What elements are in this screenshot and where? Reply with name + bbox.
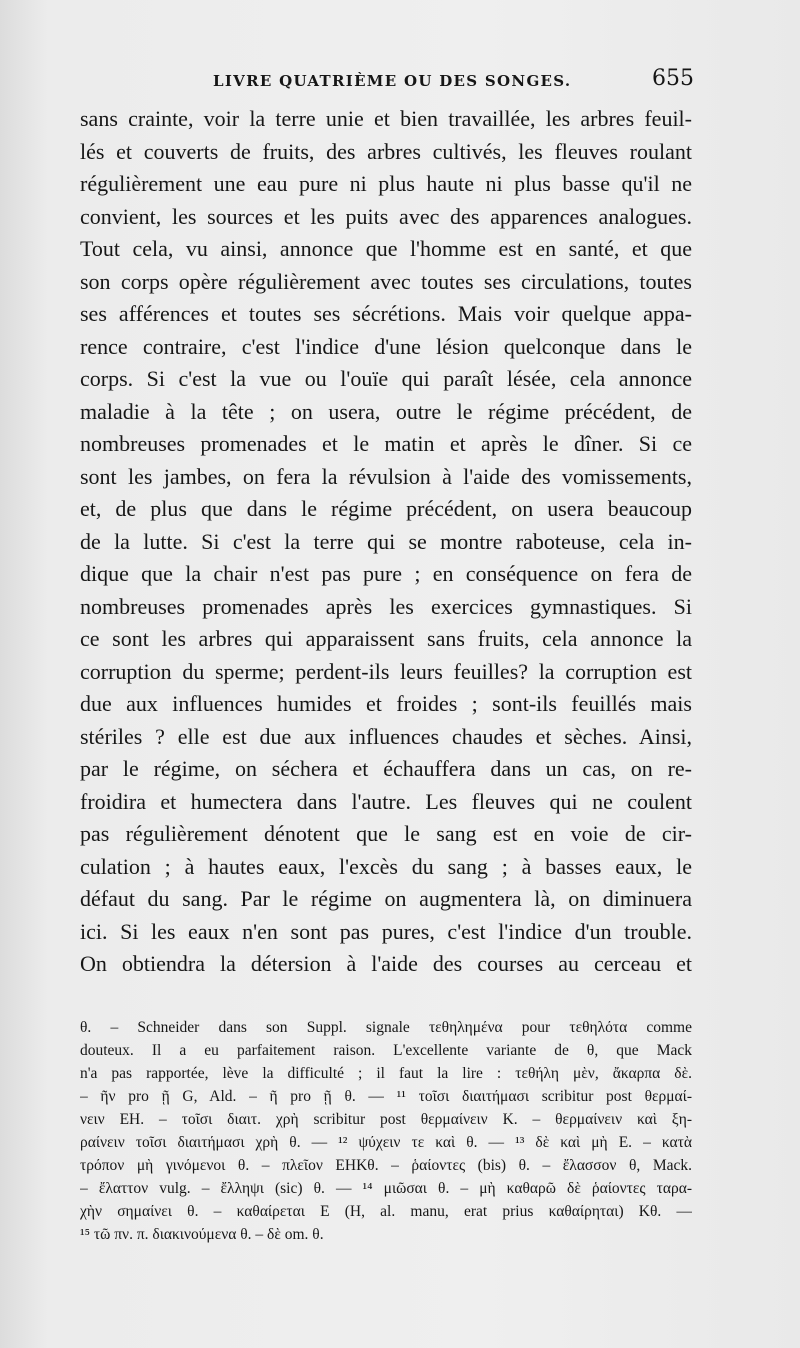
text-line: corps. Si c'est la vue ou l'ouïe qui paraît lésée, cela annonce [80,366,692,391]
text-line: corruption du sperme; perdent-ils leurs feuilles? la corruption est [80,658,692,684]
text-line: sont les jambes, on fera la révulsion à l'aide des vomissements, [80,463,692,489]
text-line: lés et couverts de fruits, des arbres cultivés, les fleuves roulant [80,138,692,164]
running-head: LIVRE QUATRIÈME OU DES SONGES. [213,72,572,90]
footnote-line: τρόπον μὴ γινόμενοι θ. – πλεῖον EHKθ. – ῥαίοντες (bis) θ. – ἔλασσον θ, Mack. [80,1157,692,1174]
text-line: pas régulièrement dénotent que le sang est en voie de cir- [80,821,692,846]
text-line: ce sont les arbres qui apparaissent sans fruits, cela annonce la [80,626,692,651]
text-line: nombreuses promenades après les exercices gymnastiques. Si [80,593,692,619]
page-number: 655 [652,66,694,91]
footnote-line: – ἔλαττον vulg. – ἔλληψι (sic) θ. — ¹⁴ μιῶσαι θ. – μὴ καθαρῶ δὲ ῥαίοντες ταρα- [80,1180,692,1197]
footnote-line: ραίνειν τοῖσι διαιτήμασι χρὴ θ. — ¹² ψύχειν τε καὶ θ. — ¹³ δὲ καὶ μὴ E. – κατὰ [80,1134,692,1151]
text-line: et, de plus que dans le régime précédent, on usera beaucoup [80,496,692,521]
text-line: défaut du sang. Par le régime on augmentera là, on diminuera [80,886,692,911]
text-line: son corps opère régulièrement avec toutes ses circulations, toutes [80,268,692,294]
footnote-line: χὴν σημαίνει θ. – καθαίρεται E (H, al. manu, erat prius καθαίρηται) Kθ. — [80,1203,692,1220]
text-line: maladie à la tête ; on usera, outre le régime précédent, de [80,398,692,424]
page-header [80,66,692,102]
footnote-line: θ. – Schneider dans son Suppl. signale τεθηλημένα pour τεθηλότα comme [80,1019,692,1036]
text-line: par le régime, on séchera et échauffera dans un cas, on re- [80,756,692,781]
text-line: dique que la chair n'est pas pure ; en conséquence on fera de [80,561,692,586]
footnote-line: νειν EH. – τοῖσι διαιτ. χρὴ scribitur post θερμαίνειν K. – θερμαίνειν καὶ ξη- [80,1111,692,1128]
text-line: froidira et humectera dans l'autre. Les fleuves qui ne coulent [80,788,692,814]
main-text [80,103,692,981]
text-line: convient, les sources et les puits avec des apparences analogues. [80,203,692,229]
text-line: de la lutte. Si c'est la terre qui se montre raboteuse, cela in- [80,528,692,554]
text-line: nombreuses promenades et le matin et après le dîner. Si ce [80,431,692,456]
text-line: régulièrement une eau pure ni plus haute ni plus basse qu'il ne [80,171,692,196]
text-line: stériles ? elle est due aux influences chaudes et sèches. Ainsi, [80,723,692,749]
text-line: On obtiendra la détersion à l'aide des courses au cerceau et [80,951,692,976]
text-line: rence contraire, c'est l'indice d'une lésion quelconque dans le [80,333,692,359]
footnote-line: n'a pas rapportée, lève la difficulté ; il faut la lire : τεθήλη μὲν, ἄκαρπα δὲ. [80,1065,692,1082]
footnote-line: – ῆν pro ῇ G, Ald. – ῆ pro ῇ θ. — ¹¹ τοῖσι διαιτήμασι scribitur post θερμαί- [80,1088,692,1105]
footnote-line: ¹⁵ τῶ πν. π. διακινούμενα θ. – δὲ om. θ. [80,1226,324,1243]
text-line: due aux influences humides et froides ; sont-ils feuillés mais [80,691,692,716]
footnotes [80,1016,692,1246]
text-line: ses afférences et toutes ses sécrétions. Mais voir quelque appa- [80,301,692,326]
text-line: Tout cela, vu ainsi, annonce que l'homme est en santé, et que [80,236,692,261]
text-line: culation ; à hautes eaux, l'excès du sang ; à basses eaux, le [80,853,692,879]
text-line: ici. Si les eaux n'en sont pas pures, c'est l'indice d'un trouble. [80,918,692,944]
text-line: sans crainte, voir la terre unie et bien travaillée, les arbres feuil- [80,106,692,131]
footnote-line: douteux. Il a eu parfaitement raison. L'excellente variante de θ, que Mack [80,1042,692,1059]
